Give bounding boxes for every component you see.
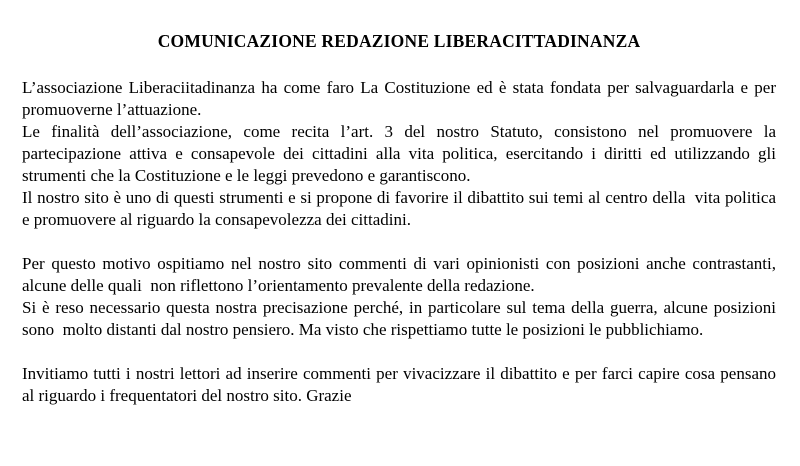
paragraph-association-intro: L’associazione Liberaciitadinanza ha come faro La Costituzione ed è stata fondata per salvaguardarla e per promuoverne l’attuazione.: [22, 78, 781, 119]
paragraph-war-positions: Si è reso necessario questa nostra precisazione perché, in particolare sul tema della guerra, alcune posizioni sono molto distanti dal nostro pensiero. Ma visto che rispettiamo tutte le posizioni le pubblichiamo.: [22, 298, 781, 339]
page-title: COMUNICAZIONE REDAZIONE LIBERACITTADINANZA: [157, 31, 641, 51]
paragraph-invitation-comments: Invitiamo tutti i nostri lettori ad inserire commenti per vivacizzare il dibattito e per farci capire cosa pensano al riguardo i frequentatori del nostro sito. Grazie: [22, 364, 781, 405]
paragraph-opinions-disclaimer: Per questo motivo ospitiamo nel nostro sito commenti di vari opinionisti con posizioni anche contrastanti, alcune delle quali non riflettono l’orientamento prevalente della redazione.: [22, 254, 781, 295]
paragraph-statute-goals: Le finalità dell’associazione, come recita l’art. 3 del nostro Statuto, consistono nel promuovere la partecipazione attiva e consapevole dei cittadini alla vita politica, esercitando i diritti ed utilizzando gli strumenti che la Costituzione e le leggi prevedono e garantiscono.: [22, 122, 781, 185]
paragraph-site-purpose: Il nostro sito è uno di questi strumenti e si propone di favorire il dibattito sui temi al centro della vita politica e promuovere al riguardo la consapevolezza dei cittadini.: [22, 188, 781, 229]
